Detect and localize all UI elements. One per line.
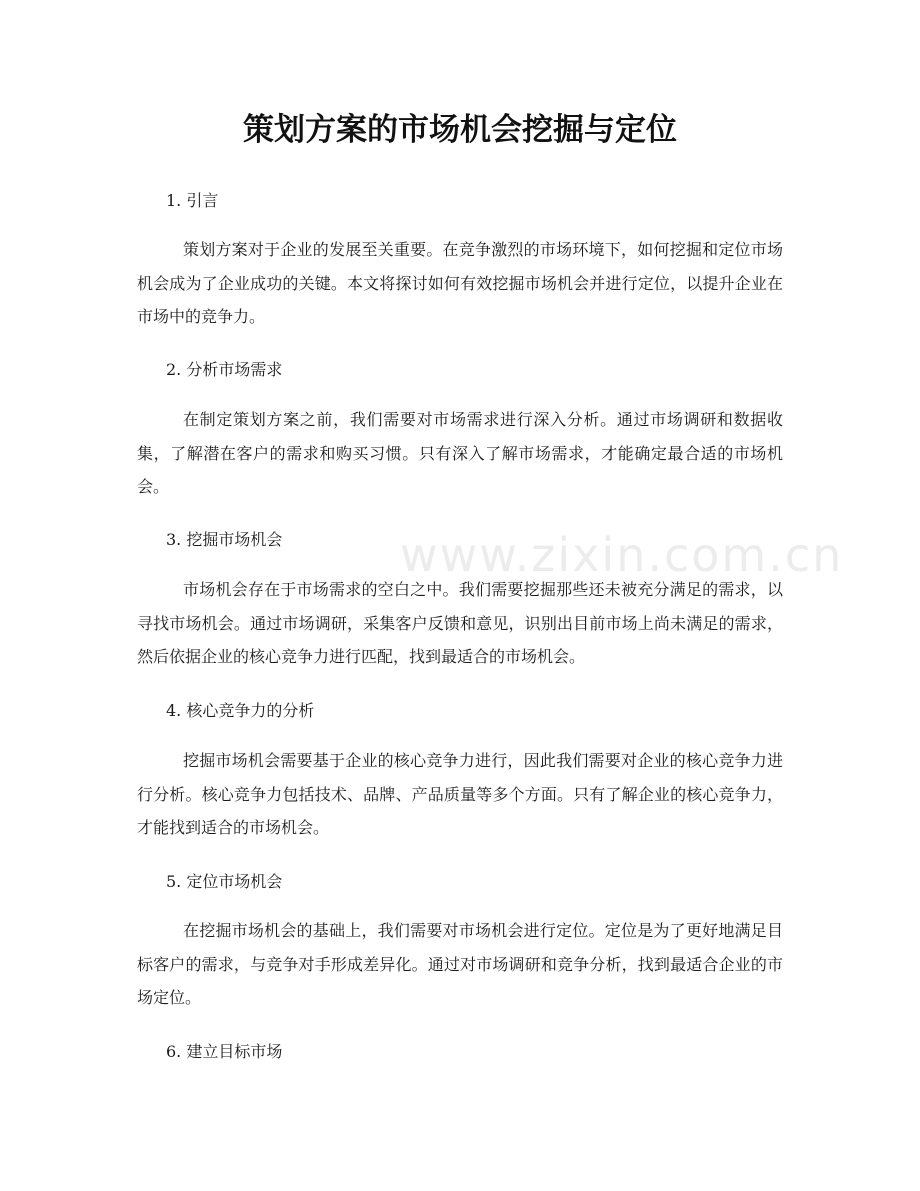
section-body-market-demand: 在制定策划方案之前，我们需要对市场需求进行深入分析。通过市场调研和数据收集，了解潜在客户的需求和购买习惯。只有深入了解市场需求，才能确定最合适的市场机会。 (137, 410, 783, 496)
section-heading-mining-opportunity: 3. 挖掘市场机会 (166, 530, 283, 549)
section-heading-positioning: 5. 定位市场机会 (166, 872, 283, 891)
watermark: www.zixin.com.cn (400, 528, 844, 582)
section-heading-market-demand: 2. 分析市场需求 (166, 360, 283, 379)
section-body-positioning: 在挖掘市场机会的基础上，我们需要对市场机会进行定位。定位是为了更好地满足目标客户的需求，与竞争对手形成差异化。通过对市场调研和竞争分析，找到最适合企业的市场定位。 (137, 921, 783, 1007)
page-title: 策划方案的市场机会挖掘与定位 (243, 112, 677, 148)
section-body-introduction: 策划方案对于企业的发展至关重要。在竞争激烈的市场环境下，如何挖掘和定位市场机会成为了企业成功的关键。本文将探讨如何有效挖掘市场机会并进行定位，以提升企业在市场中的竞争力。 (137, 240, 783, 326)
section-heading-core-competence: 4. 核心竞争力的分析 (166, 701, 315, 720)
section-heading-target-market: 6. 建立目标市场 (166, 1042, 283, 1061)
section-heading-introduction: 1. 引言 (166, 191, 219, 210)
section-body-core-competence: 挖掘市场机会需要基于企业的核心竞争力进行，因此我们需要对企业的核心竞争力进行分析。核心竞争力包括技术、品牌、产品质量等多个方面。只有了解企业的核心竞争力，才能找到适合的市场机会。 (137, 751, 783, 837)
section-body-mining-opportunity: 市场机会存在于市场需求的空白之中。我们需要挖掘那些还未被充分满足的需求，以寻找市场机会。通过市场调研，采集客户反馈和意见，识别出目前市场上尚未满足的需求，然后依据企业的核心竞争力进行匹配，找到最适合的市场机会。 (137, 580, 783, 666)
